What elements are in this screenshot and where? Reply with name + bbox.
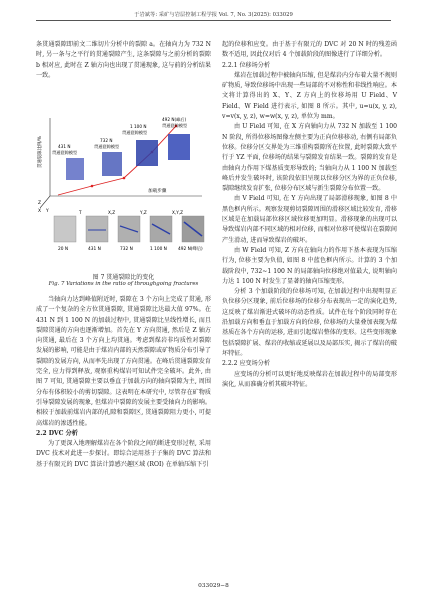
figure-7 <box>36 112 211 260</box>
figure-caption-en: Fig. 7 Variations in the ratio of throughgoing fractures <box>48 281 199 287</box>
strip-top-2: Y,Z <box>140 210 147 215</box>
paragraph: 条贯通裂隙即前文二维切片分析中的裂隙 a。在轴向力为 732 N 时, 另一条与之平行的贯通裂隙产生, 这条裂隙与之前分析的裂隙 b 相对应, 此时在 Z 轴方向也出现了贯通现象, 这与前的分析结果一致。 <box>36 41 211 79</box>
strip-bot-0: 20 N <box>58 247 69 252</box>
sublabel-732N: 贯通裂隙模型 <box>94 144 120 149</box>
cube-strip <box>54 216 204 242</box>
strip-bot-4: 492 N(峰后) <box>178 247 203 252</box>
sublabel-492N: 贯通裂隙模型 <box>162 123 188 128</box>
label-431N: 431 N <box>58 144 71 149</box>
label-492N: 492 N(峰后) <box>162 117 187 122</box>
paragraph: 由 U Field 可知, 在 X 方向轴向力从 732 N 加载至 1 100 N 阶段, 所得位移场图像左侧主要为正向位移移动, 右侧有局部负位移。位移分区交界处为三维重构裂隙所在位置, 此时裂隙大致平行于 YZ 平面, 位移场的结果与裂隙发育结果一致。裂隙的发育是由轴向力作用下煤基质变形导致的; 当轴向力从 1 100 N 加载至峰后并发生破坏时, 该阶段依旧呈现以位移分区为界的正负位移, 裂隙继续发育扩张, 位移分布区域与新生裂隙分布位置一致。 <box>222 123 397 193</box>
strip-bot-3: 1 100 N <box>150 247 167 252</box>
paragraph: 为了更深入地理解煤岩在各个阶段之间的断进变形过程, 采用 DVC 技术对此进一步探讨。即综合运用基于子集的 DVC 算法和基于有限元的 DVC 算法计算感兴趣区域 (ROI) 在单轴压缩下引 <box>36 440 211 468</box>
paragraph: 起的位移和应变。由于基于有限元的 DVC 对 20 N 时的残差函数不适用, 因此仅对后 4 个加载阶段的图像进行了详细分析。 <box>222 41 397 59</box>
axis-z: Z <box>38 201 42 206</box>
model-431N <box>66 158 84 180</box>
section-heading-2-2-2: 2.2.2 应变场分析 <box>222 360 270 368</box>
strip-bot-2: 732 N <box>120 247 133 252</box>
figure-caption-cn: 图 7 贯通裂隙比的变化 <box>92 274 155 281</box>
left-column-bottom <box>36 295 211 470</box>
section-heading-2-2: 2.2 DVC 分析 <box>36 429 78 437</box>
model-732N <box>102 152 122 176</box>
header-rule <box>36 20 391 21</box>
y-axis-label: 贯通裂隙比例/% <box>38 136 43 168</box>
paragraph: 煤岩在加载过程中被轴向压缩, 但是煤岩内分布着大量不规则矿物质, 导致位移场中出现一些局部的不对称性和非线性响应。本文将计算得出的 X、Y、Z 方向上的位移场用 U Field、V Field、W Field 进行表示, 如图 8 所示。其中, u=u(x, y, z), v=v(x, y, z), w=w(x, y, z), 单位为 mm。 <box>222 71 397 121</box>
paragraph: 由 V Field 可知, 在 Y 方向出现了局部滑移现象, 如图 8 中黑色框内所示。观察发现剪切裂隙周围的滑移区域比较发育, 滑移区域是在加载局部位移区域位移更加明显。滑移现象的出现可以导致煤岩内部不同区域的相对位移, 而相对位移可使煤岩在裂隙间产生滑动, 进而导致煤岩的破坏。 <box>222 195 397 244</box>
sublabel-1100N: 贯通裂隙模型 <box>122 130 148 135</box>
sublabel-431N: 贯通裂隙模型 <box>52 150 78 155</box>
right-column <box>222 40 397 390</box>
label-732N: 732 N <box>100 138 113 143</box>
paragraph: 分析 3 个加载阶段的位移场可知, 在加载过程中出现明显正负位移分区现象, 前后位移场的位移分布表现出一定的演化趋势, 这反映了煤岩渐进式破坏的动态性质。试件在每个阶段同时存在沿加载方向和垂直于加载方向的位移, 位移场的大量叠加表现为煤基质在各个方向的运移, 进而引起煤岩整体的变形。这些变形现象包括裂隙扩展、煤岩的收缩或延展以及局部压实, 揭示了煤岩的破坏特征。 <box>222 288 397 357</box>
running-header: 于岩斌等: 采矿与岩层控制工程学报 Vol. 7, No. 3(2025): 033029 <box>134 12 293 18</box>
strip-top-3: X,Y,Z <box>172 210 183 215</box>
strip-bot-1: 431 N <box>88 247 101 252</box>
strip-top-0: T <box>79 210 82 215</box>
paragraph: 当轴向力达到峰值附近时, 裂隙在 3 个方向上完成了贯通, 形成了一个复杂的全方位贯通裂隙, 贯通裂隙比达最大值 97%。在 431 N 到 1 100 N 的加载过程中, 贯通裂隙比呈线性增长, 而且裂隙贯通的方向也逐渐增加。首先在 Y 方向贯通, 然后是 Z 轴方向贯通, 最后在 3 个方向上均贯通。考虑到煤岩非均质性对裂隙发展的影响, 可能是由于煤岩内部的天然裂隙或矿物质分布引导了裂隙的发展方向, 从而率先出现了方向贯通。在峰后贯通裂隙发育完全, 应力得到释放, 观察重构煤岩可知试件完全破坏。此外, 由图 7 可知, 贯通裂隙主要以垂直于加载方向的轴向裂隙为主, 周围分布有体积较小的剪切裂隙。这表明在本研究中, 尽管存在矿物质引导裂隙发展的现象, 但煤岩中裂隙的发展主要受轴向力的影响。相较于加载前煤岩内部的孔隙和裂隙区, 贯通裂隙阻力更小, 可提高煤岩的渗透性能。 <box>36 296 211 427</box>
paragraph: 应变场的分析可以更好地反映煤岩在加载过程中的局部变形演化, 从而准确分析其破坏特征。 <box>222 370 397 388</box>
x-axis-label: 加载步骤 <box>148 189 167 194</box>
label-1100N: 1 100 N <box>130 124 147 129</box>
figure-7-graphic <box>36 112 211 260</box>
strip-top-1: X,Z <box>108 210 116 215</box>
page-number: 033029−8 <box>198 583 229 589</box>
model-492N <box>168 134 190 160</box>
axis-x: X <box>38 209 42 214</box>
model-1100N <box>136 140 158 166</box>
section-heading-2-2-1: 2.2.1 位移场分析 <box>222 61 270 69</box>
axis-y: Y <box>46 209 49 214</box>
paragraph: 由 W Field 可知, Z 方向在轴向力的作用下基本表现为压缩行为, 位移主要为负值, 如图 8 中蓝色框内所示。计算的 3 个加载阶段中, 732~1 100 N 的局部轴向位移绝对值最大, 说明轴向力达 1 100 N 时发生了显著的轴向压缩变形。 <box>222 246 397 285</box>
left-column-top <box>36 40 211 81</box>
